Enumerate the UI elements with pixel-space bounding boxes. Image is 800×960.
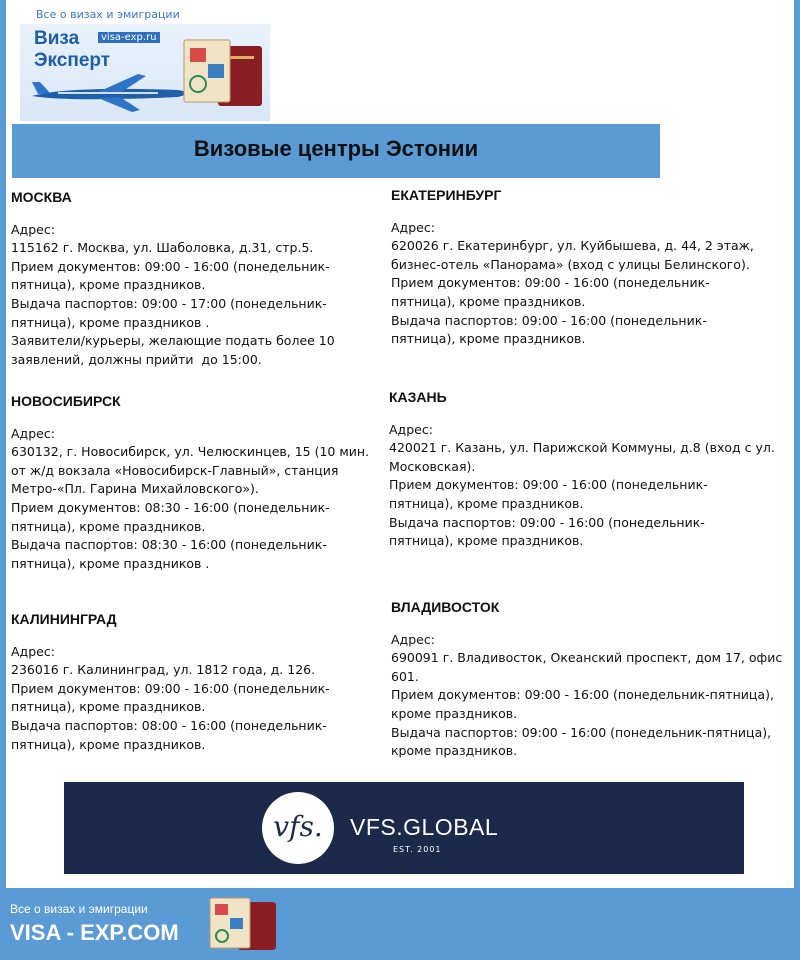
address-label: Адрес: [11, 643, 55, 659]
info-line: пятница), кроме праздников. [389, 495, 584, 511]
city-block-kazan [389, 388, 789, 551]
address-line: Метро-«Пл. Гарина Михайловского»). [11, 481, 259, 497]
infographic-sheet [6, 0, 794, 888]
address-line: бизнес-отель «Панорама» (вход с улицы Белинского). [391, 256, 750, 272]
info-line: Прием документов: 09:00 - 16:00 (понедельник- [11, 258, 330, 274]
airplane-icon [28, 72, 198, 114]
city-block-vladivostok [391, 598, 791, 761]
address-label: Адрес: [11, 425, 55, 441]
info-line: пятница), кроме праздников . [11, 555, 210, 571]
info-line: пятница), кроме праздников. [11, 518, 206, 534]
info-line: пятница), кроме праздников. [11, 277, 206, 293]
info-line: пятница), кроме праздников. [391, 331, 586, 347]
page-title: Визовые центры Эстонии [193, 136, 479, 161]
city-name: ВЛАДИВОСТОК [391, 599, 500, 615]
address-line: 601. [391, 668, 419, 684]
info-line: пятница), кроме праздников. [389, 533, 584, 549]
vfs-established: EST. 2001 [393, 845, 442, 854]
address-line: Московская). [389, 458, 476, 474]
city-name: НОВОСИБИРСК [11, 393, 121, 409]
city-name: КАЗАНЬ [389, 389, 447, 405]
info-line: Выдача паспортов: 09:00 - 16:00 (понедельник- [391, 312, 707, 328]
info-line: пятница), кроме праздников . [11, 314, 210, 330]
vfs-monogram: vfs. [273, 810, 323, 843]
address-label: Адрес: [391, 219, 435, 235]
city-block-moscow [11, 188, 381, 369]
info-line: Заявители/курьеры, желающие подать более 10 [11, 333, 335, 349]
city-name: МОСКВА [11, 189, 72, 205]
address-line: 620026 г. Екатеринбург, ул. Куйбышева, д. 44, 2 этаж, [391, 238, 754, 254]
city-block-yekaterinburg [391, 186, 791, 349]
passport-icon [206, 896, 280, 954]
address-label: Адрес: [389, 421, 433, 437]
footer-tagline: Все о визах и эмиграции [10, 902, 148, 916]
info-line: пятница), кроме праздников. [11, 736, 206, 752]
info-line: Выдача паспортов: 08:00 - 16:00 (понедельник- [11, 717, 327, 733]
address-line: 115162 г. Москва, ул. Шаболовка, д.31, стр.5. [11, 240, 314, 256]
logo-title-line1: Виза [34, 28, 80, 49]
visa-expert-logo[interactable] [20, 24, 270, 121]
city-block-kaliningrad [11, 610, 381, 754]
city-name: ЕКАТЕРИНБУРГ [391, 187, 502, 203]
address-label: Адрес: [391, 631, 435, 647]
passport-icon [180, 34, 268, 116]
info-line: Прием документов: 09:00 - 16:00 (понедельник-пятница), [391, 687, 774, 703]
info-line: Прием документов: 09:00 - 16:00 (понедельник- [389, 477, 708, 493]
address-line: 690091 г. Владивосток, Океанский проспект, дом 17, офис [391, 650, 783, 666]
info-line: Прием документов: 09:00 - 16:00 (понедельник- [11, 680, 330, 696]
info-line: Выдача паспортов: 08:30 - 16:00 (понедельник- [11, 537, 327, 553]
address-line: 420021 г. Казань, ул. Парижской Коммуны, д.8 (вход с ул. [389, 440, 775, 456]
top-tagline: Все о визах и эмиграции [36, 8, 180, 21]
info-line: Прием документов: 09:00 - 16:00 (понедельник- [391, 275, 710, 291]
info-line: Выдача паспортов: 09:00 - 17:00 (понедельник- [11, 295, 327, 311]
address-line: 630132, г. Новосибирск, ул. Челюскинцев, 15 (10 мин. [11, 444, 370, 460]
address-line: от ж/д вокзала «Новосибирск-Главный», станция [11, 462, 339, 478]
info-line: кроме праздников. [391, 705, 518, 721]
vfs-global-banner [64, 782, 744, 874]
info-line: Выдача паспортов: 09:00 - 16:00 (понедельник-пятница), [391, 724, 772, 740]
info-line: заявлений, должны прийти до 15:00. [11, 351, 262, 367]
info-line: Выдача паспортов: 09:00 - 16:00 (понедельник- [389, 514, 705, 530]
logo-title-line2: Эксперт [34, 50, 111, 71]
footer-site[interactable]: VISA - EXP.COM [10, 920, 179, 945]
info-line: пятница), кроме праздников. [391, 293, 586, 309]
vfs-name: VFS.GLOBAL [350, 814, 499, 840]
city-block-novosibirsk [11, 392, 381, 573]
address-line: 236016 г. Калининград, ул. 1812 года, д. 126. [11, 662, 316, 678]
title-band [12, 124, 660, 178]
info-line: Прием документов: 08:30 - 16:00 (понедельник- [11, 499, 330, 515]
city-name: КАЛИНИНГРАД [11, 611, 117, 627]
logo-site: visa-exp.ru [98, 32, 160, 43]
address-label: Адрес: [11, 221, 55, 237]
info-line: пятница), кроме праздников. [11, 699, 206, 715]
vfs-logo-circle [262, 792, 334, 864]
info-line: кроме праздников. [391, 743, 518, 759]
